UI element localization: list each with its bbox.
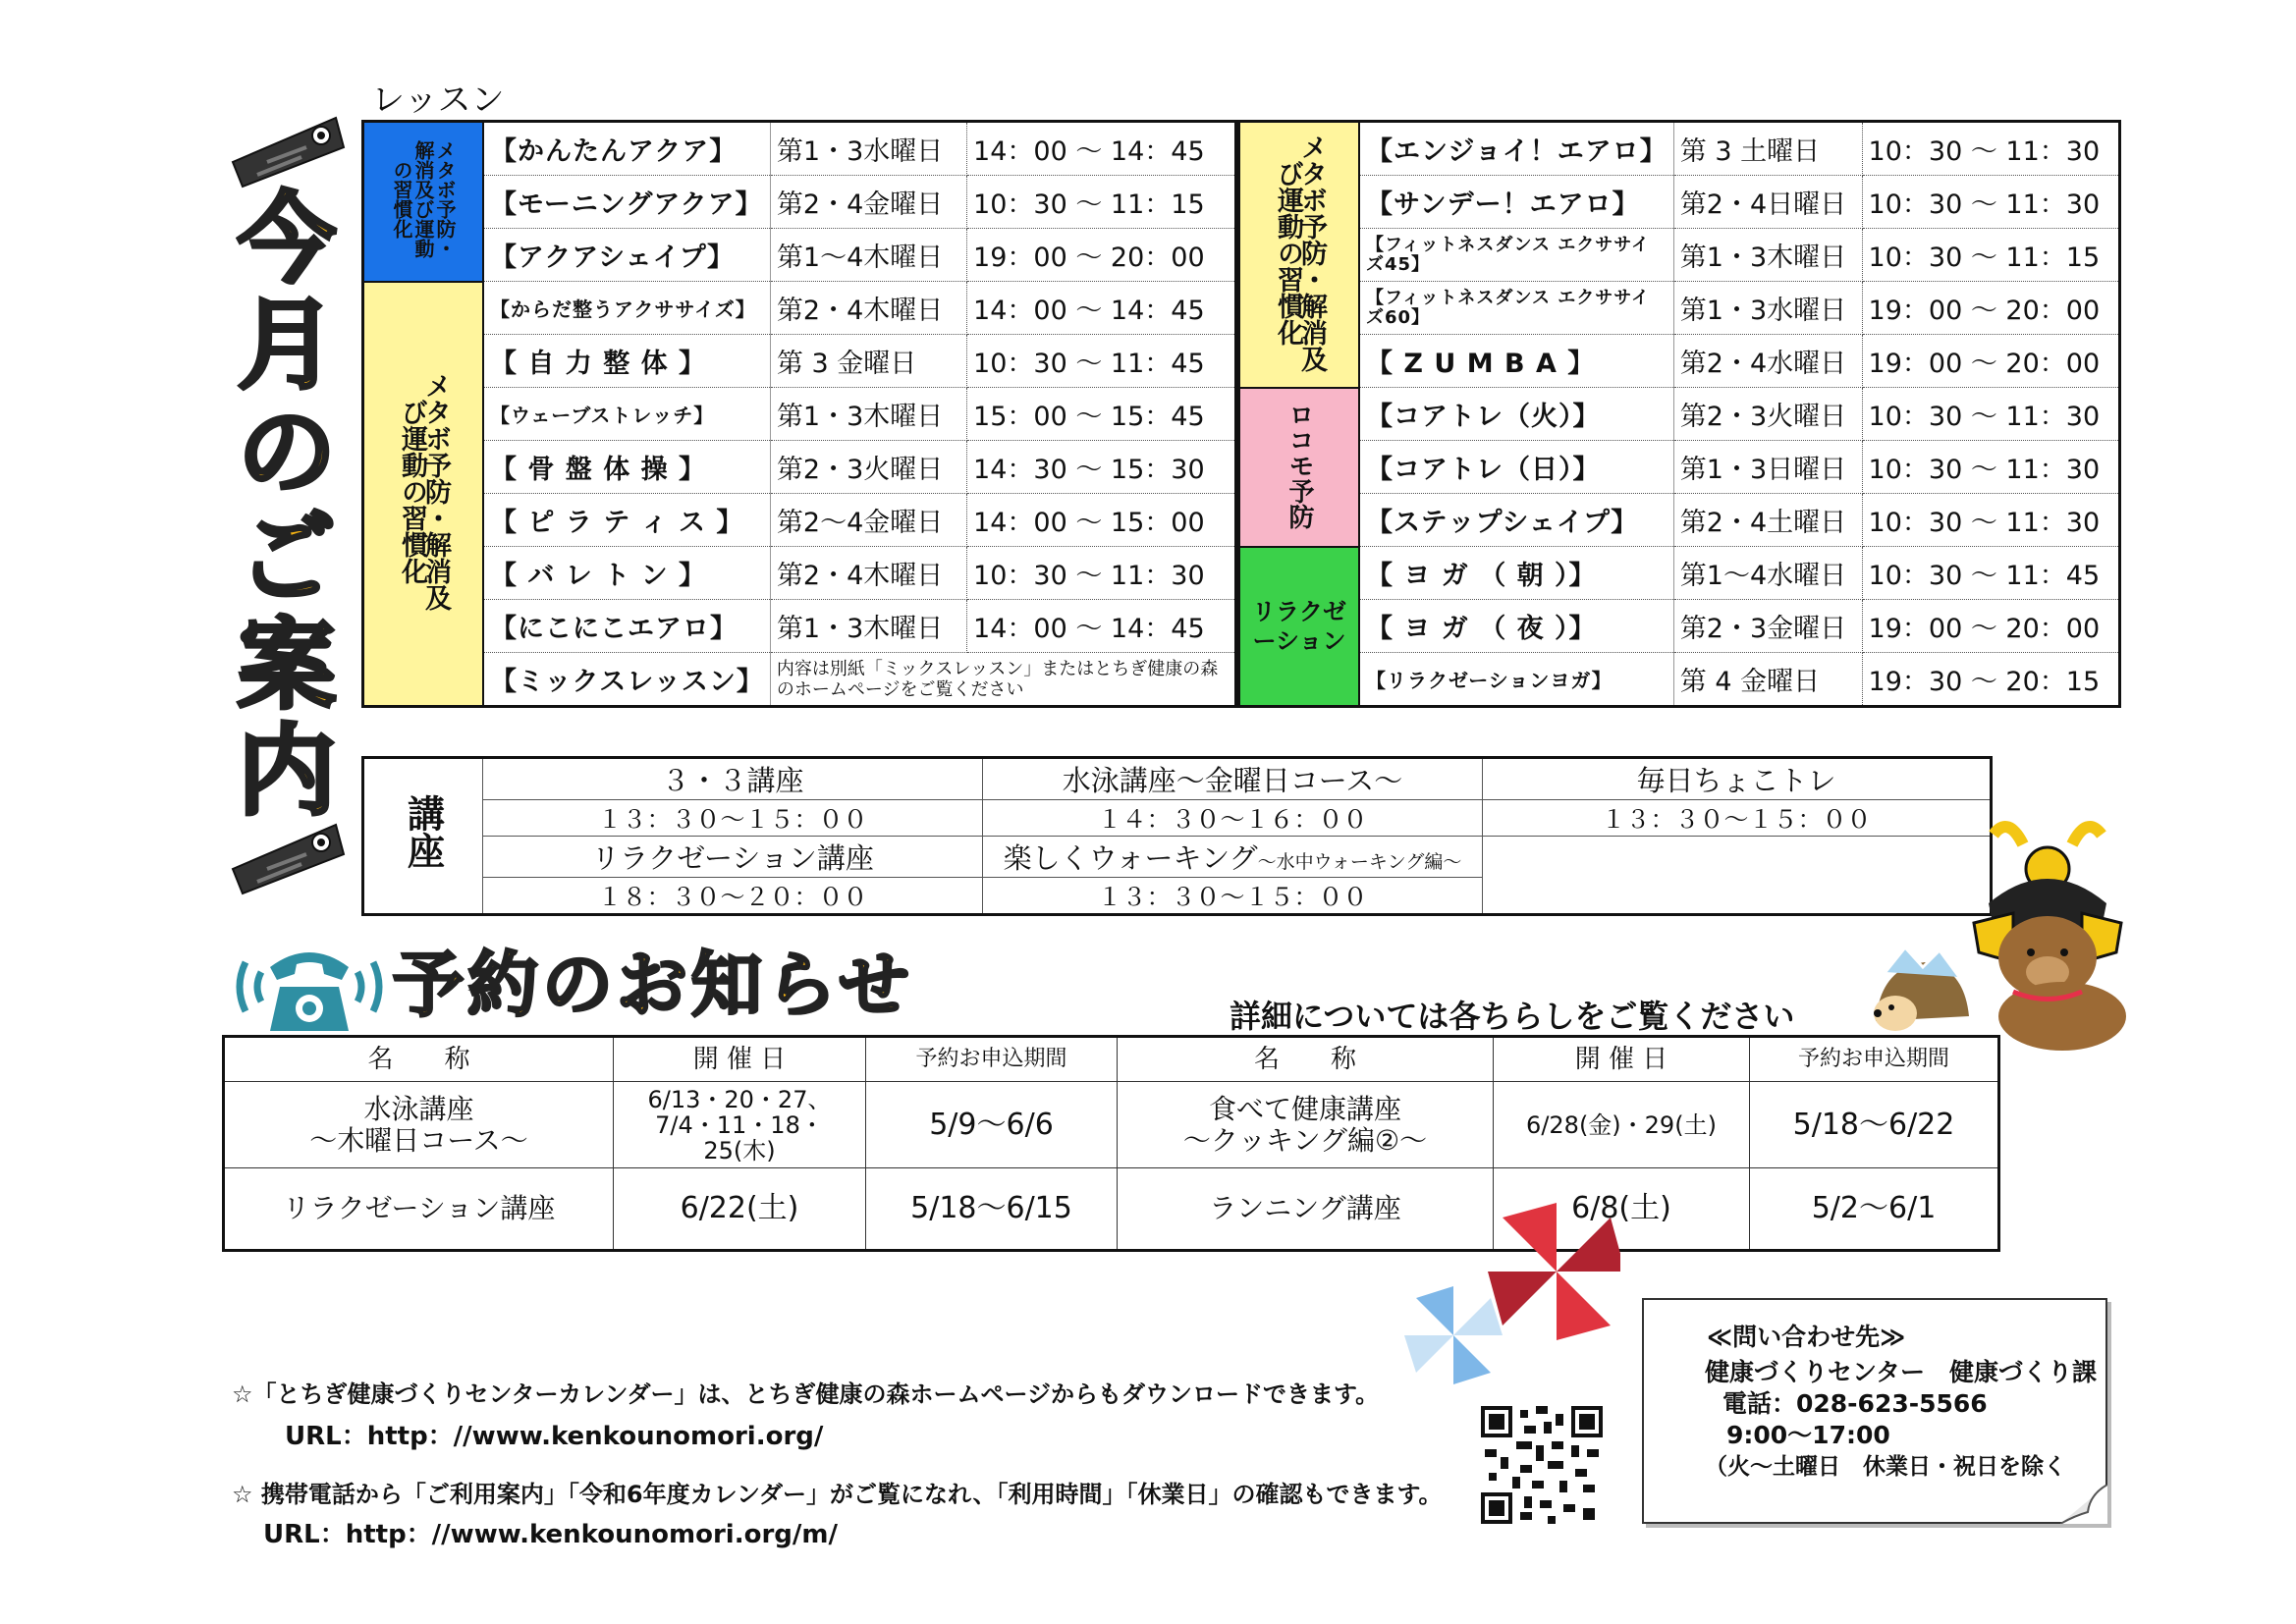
table-cell: リラクゼーション講座 bbox=[224, 1168, 614, 1251]
lesson-days: 第1～4木曜日 bbox=[770, 229, 966, 282]
lesson-days: 第2・4木曜日 bbox=[770, 282, 966, 335]
course-table bbox=[361, 756, 1993, 916]
lesson-time: 10：30 ～ 11：30 bbox=[1862, 122, 2119, 176]
lesson-time: 14：30 ～ 15：30 bbox=[967, 441, 1236, 494]
lesson-name: 【リラクゼーションヨガ】 bbox=[1359, 653, 1673, 707]
lesson-days: 第2・4日曜日 bbox=[1673, 176, 1862, 229]
table-cell: 5/9～6/6 bbox=[866, 1082, 1118, 1168]
lesson-name: 【フィットネスダンス エクササイズ60】 bbox=[1359, 282, 1673, 335]
lesson-name: 【 バ レ ト ン 】 bbox=[483, 547, 770, 600]
lesson-time: 19：30 ～ 20：15 bbox=[1862, 653, 2119, 707]
lesson-days: 第2・4土曜日 bbox=[1673, 494, 1862, 547]
lesson-days: 第1・3水曜日 bbox=[1673, 282, 1862, 335]
lesson-name: 【サンデー！エアロ】 bbox=[1359, 176, 1673, 229]
lesson-time: 10：30 ～ 11：15 bbox=[1862, 229, 2119, 282]
category-cell bbox=[1239, 122, 1360, 388]
lesson-days: 第1～4水曜日 bbox=[1673, 547, 1862, 600]
cell-line: 6/13・20・27、 bbox=[647, 1085, 832, 1113]
lesson-days: 第 4 金曜日 bbox=[1673, 653, 1862, 707]
cell-line: ～木曜日コース～ bbox=[309, 1123, 528, 1157]
lesson-time: 10：30 ～ 11：45 bbox=[1862, 547, 2119, 600]
contact-box bbox=[1642, 1298, 2107, 1524]
lesson-name: 【 自 力 整 体 】 bbox=[483, 335, 770, 388]
lesson-time: 14：00 ～ 14：45 bbox=[967, 282, 1236, 335]
course-name: 水泳講座～金曜日コース～ bbox=[983, 758, 1483, 800]
column-header: 開 催 日 bbox=[614, 1037, 866, 1082]
samurai-bear-icon bbox=[1954, 815, 2141, 1051]
lesson-time: 10：30 ～ 11：15 bbox=[967, 176, 1236, 229]
lesson-time: 19：00 ～ 20：00 bbox=[967, 229, 1236, 282]
lesson-days: 第2・4金曜日 bbox=[770, 176, 966, 229]
course-name-sub: ～水中ウォーキング編～ bbox=[1257, 851, 1462, 873]
course-label: 講座 bbox=[401, 794, 445, 869]
lesson-name: 【モーニングアクア】 bbox=[483, 176, 770, 229]
table-cell: 5/18～6/22 bbox=[1750, 1082, 1999, 1168]
page-curl-icon bbox=[2060, 1485, 2107, 1524]
course-time: １３：３０～１５：００ bbox=[983, 878, 1483, 915]
category-label: メタボ予防・解消及び運動の習慣化 bbox=[390, 140, 457, 259]
lesson-time: 10：30 ～ 11：30 bbox=[1862, 388, 2119, 441]
lesson-time: 10：30 ～ 11：45 bbox=[967, 335, 1236, 388]
contact-heading: ≪問い合わせ先≫ bbox=[1707, 1323, 1906, 1351]
lesson-name: 【 骨 盤 体 操 】 bbox=[483, 441, 770, 494]
title-char: の bbox=[238, 394, 336, 510]
page-title bbox=[218, 182, 355, 829]
category-label: メタボ予防・解消及び運動の習慣化 bbox=[397, 372, 451, 612]
cell-line: 水泳講座 bbox=[363, 1092, 474, 1125]
lesson-name: 【にこにこエアロ】 bbox=[483, 600, 770, 653]
lesson-name: 【アクアシェイプ】 bbox=[483, 229, 770, 282]
cell-line: 食べて健康講座 bbox=[1208, 1092, 1401, 1125]
lesson-days: 第 3 土曜日 bbox=[1673, 122, 1862, 176]
category-label: リラクゼーション bbox=[1252, 597, 1346, 655]
lesson-time: 14：00 ～ 14：45 bbox=[967, 600, 1236, 653]
category-cell bbox=[1239, 388, 1360, 547]
lesson-name: 【 ピ ラ テ ィ ス 】 bbox=[483, 494, 770, 547]
lesson-days: 第2・4水曜日 bbox=[1673, 335, 1862, 388]
course-time: １３：３０～１５：００ bbox=[483, 800, 983, 837]
lesson-days: 第1・3木曜日 bbox=[770, 388, 966, 441]
category-label: ロコモ予防 bbox=[1285, 401, 1314, 529]
lesson-days: 第2～4金曜日 bbox=[770, 494, 966, 547]
lesson-days: 第2・3火曜日 bbox=[770, 441, 966, 494]
table-cell: ランニング講座 bbox=[1118, 1168, 1494, 1251]
lesson-days: 第2・3金曜日 bbox=[1673, 600, 1862, 653]
lesson-table-left bbox=[361, 120, 1237, 708]
cell-line: ～クッキング編②～ bbox=[1182, 1123, 1428, 1157]
course-name bbox=[983, 837, 1483, 878]
category-cell bbox=[1239, 547, 1360, 707]
course-time: １８：３０～２０：００ bbox=[483, 878, 983, 915]
lesson-time: 10：30 ～ 11：30 bbox=[1862, 494, 2119, 547]
title-char: 今 bbox=[238, 182, 336, 297]
qr-code-icon[interactable] bbox=[1481, 1406, 1603, 1524]
course-time: １３：３０～１５：００ bbox=[1483, 800, 1992, 837]
lesson-days: 第1・3木曜日 bbox=[1673, 229, 1862, 282]
lesson-days: 第2・4木曜日 bbox=[770, 547, 966, 600]
course-name: リラクゼーション講座 bbox=[483, 837, 983, 878]
cell-line: 25(木) bbox=[703, 1136, 776, 1164]
title-char: ご bbox=[238, 501, 336, 617]
lesson-days: 第2・3火曜日 bbox=[1673, 388, 1862, 441]
lesson-time: 14：00 ～ 15：00 bbox=[967, 494, 1236, 547]
table-cell bbox=[224, 1082, 614, 1168]
lesson-days: 第 3 金曜日 bbox=[770, 335, 966, 388]
lesson-time: 10：30 ～ 11：30 bbox=[1862, 441, 2119, 494]
table-cell bbox=[614, 1082, 866, 1168]
contact-phone[interactable]: 電話：028-623-5566 bbox=[1722, 1389, 1988, 1418]
category-cell bbox=[363, 282, 484, 707]
contact-hours: 9:00～17:00 bbox=[1726, 1421, 1890, 1449]
category-cell bbox=[363, 122, 484, 282]
lesson-days: 第1・3木曜日 bbox=[770, 600, 966, 653]
column-header: 名 称 bbox=[1118, 1037, 1494, 1082]
calendar-note: ☆「とちぎ健康づくりセンターカレンダー」は、とちぎ健康の森ホームページからもダウンロードできます。 bbox=[232, 1380, 1380, 1408]
lesson-days: 第1・3水曜日 bbox=[770, 122, 966, 176]
lesson-time: 19：00 ～ 20：00 bbox=[1862, 600, 2119, 653]
reservation-title: 予約のお知らせ bbox=[393, 944, 913, 1026]
lesson-name: 【フィットネスダンス エクササイズ45】 bbox=[1359, 229, 1673, 282]
lesson-days: 内容は別紙「ミックスレッスン」またはとちぎ健康の森のホームページをご覧ください bbox=[770, 653, 1235, 707]
url-link[interactable]: URL：http：//www.kenkounomori.org/ bbox=[285, 1422, 824, 1451]
table-row bbox=[224, 1082, 1999, 1168]
reservation-detail-note: 詳細については各ちらしをご覧ください bbox=[1230, 998, 1795, 1035]
title-char: 月 bbox=[238, 288, 336, 404]
course-time: １４：３０～１６：００ bbox=[983, 800, 1483, 837]
contact-org: 健康づくりセンター 健康づくり課 bbox=[1705, 1358, 2098, 1386]
category-label: メタボ予防・解消及び運動の習慣化 bbox=[1273, 133, 1327, 372]
mobile-note: ☆ 携帯電話から「ご利用案内」「令和6年度カレンダー」がご覧になれ、「利用時間」「休業日」の確認もできます。 bbox=[232, 1481, 1443, 1508]
reservation-table bbox=[222, 1035, 2000, 1252]
column-header: 名 称 bbox=[224, 1037, 614, 1082]
course-label-cell bbox=[363, 758, 483, 915]
lesson-name: 【からだ整うアクササイズ】 bbox=[483, 282, 770, 335]
lesson-name: 【かんたんアクア】 bbox=[483, 122, 770, 176]
table-cell: 6/22(土) bbox=[614, 1168, 866, 1251]
pinwheel-icon bbox=[1394, 1198, 1620, 1394]
lesson-name: 【エンジョイ！エアロ】 bbox=[1359, 122, 1673, 176]
contact-closed-days: （火～土曜日 休業日・祝日を除く bbox=[1705, 1454, 2066, 1480]
phone-icon bbox=[226, 933, 393, 1041]
lesson-time: 19：00 ～ 20：00 bbox=[1862, 282, 2119, 335]
lesson-name: 【ウェーブストレッチ】 bbox=[483, 388, 770, 441]
lesson-name: 【 ヨ ガ （ 夜 ）】 bbox=[1359, 600, 1673, 653]
lesson-name: 【コアトレ（火）】 bbox=[1359, 388, 1673, 441]
table-row bbox=[224, 1168, 1999, 1251]
lesson-name: 【ミックスレッスン】 bbox=[483, 653, 770, 707]
table-cell: 6/28(金)・29(土) bbox=[1494, 1082, 1750, 1168]
title-char: 内 bbox=[238, 713, 336, 829]
lesson-time: 19：00 ～ 20：00 bbox=[1862, 335, 2119, 388]
course-name-main: 楽しくウォーキング bbox=[1003, 841, 1258, 875]
column-header: 予約お申込期間 bbox=[866, 1037, 1118, 1082]
table-cell: 5/18～6/15 bbox=[866, 1168, 1118, 1251]
lesson-time: 15：00 ～ 15：45 bbox=[967, 388, 1236, 441]
course-name: 毎日ちょこトレ bbox=[1483, 758, 1992, 800]
cell-line: 7/4・11・18・ bbox=[655, 1110, 824, 1139]
empty-cell bbox=[1483, 837, 1992, 915]
lesson-name: 【 Z U M B A 】 bbox=[1359, 335, 1673, 388]
lesson-name: 【 ヨ ガ （ 朝 ）】 bbox=[1359, 547, 1673, 600]
title-char: 案 bbox=[238, 607, 336, 723]
lesson-time: 14：00 ～ 14：45 bbox=[967, 122, 1236, 176]
lesson-name: 【ステップシェイプ】 bbox=[1359, 494, 1673, 547]
lesson-time: 10：30 ～ 11：30 bbox=[1862, 176, 2119, 229]
course-name: ３・３講座 bbox=[483, 758, 983, 800]
lesson-time: 10：30 ～ 11：30 bbox=[967, 547, 1236, 600]
lesson-days: 第1・3日曜日 bbox=[1673, 441, 1862, 494]
column-header: 開 催 日 bbox=[1494, 1037, 1750, 1082]
url-link[interactable]: URL：http：//www.kenkounomori.org/m/ bbox=[263, 1520, 838, 1549]
lesson-table-right bbox=[1237, 120, 2121, 708]
lesson-name: 【コアトレ（日）】 bbox=[1359, 441, 1673, 494]
table-cell bbox=[1118, 1082, 1494, 1168]
table-cell: 5/2～6/1 bbox=[1750, 1168, 1999, 1251]
table-cell: 6/8(土) bbox=[1494, 1168, 1750, 1251]
column-header: 予約お申込期間 bbox=[1750, 1037, 1999, 1082]
lesson-section-label: レッスン bbox=[371, 81, 505, 120]
